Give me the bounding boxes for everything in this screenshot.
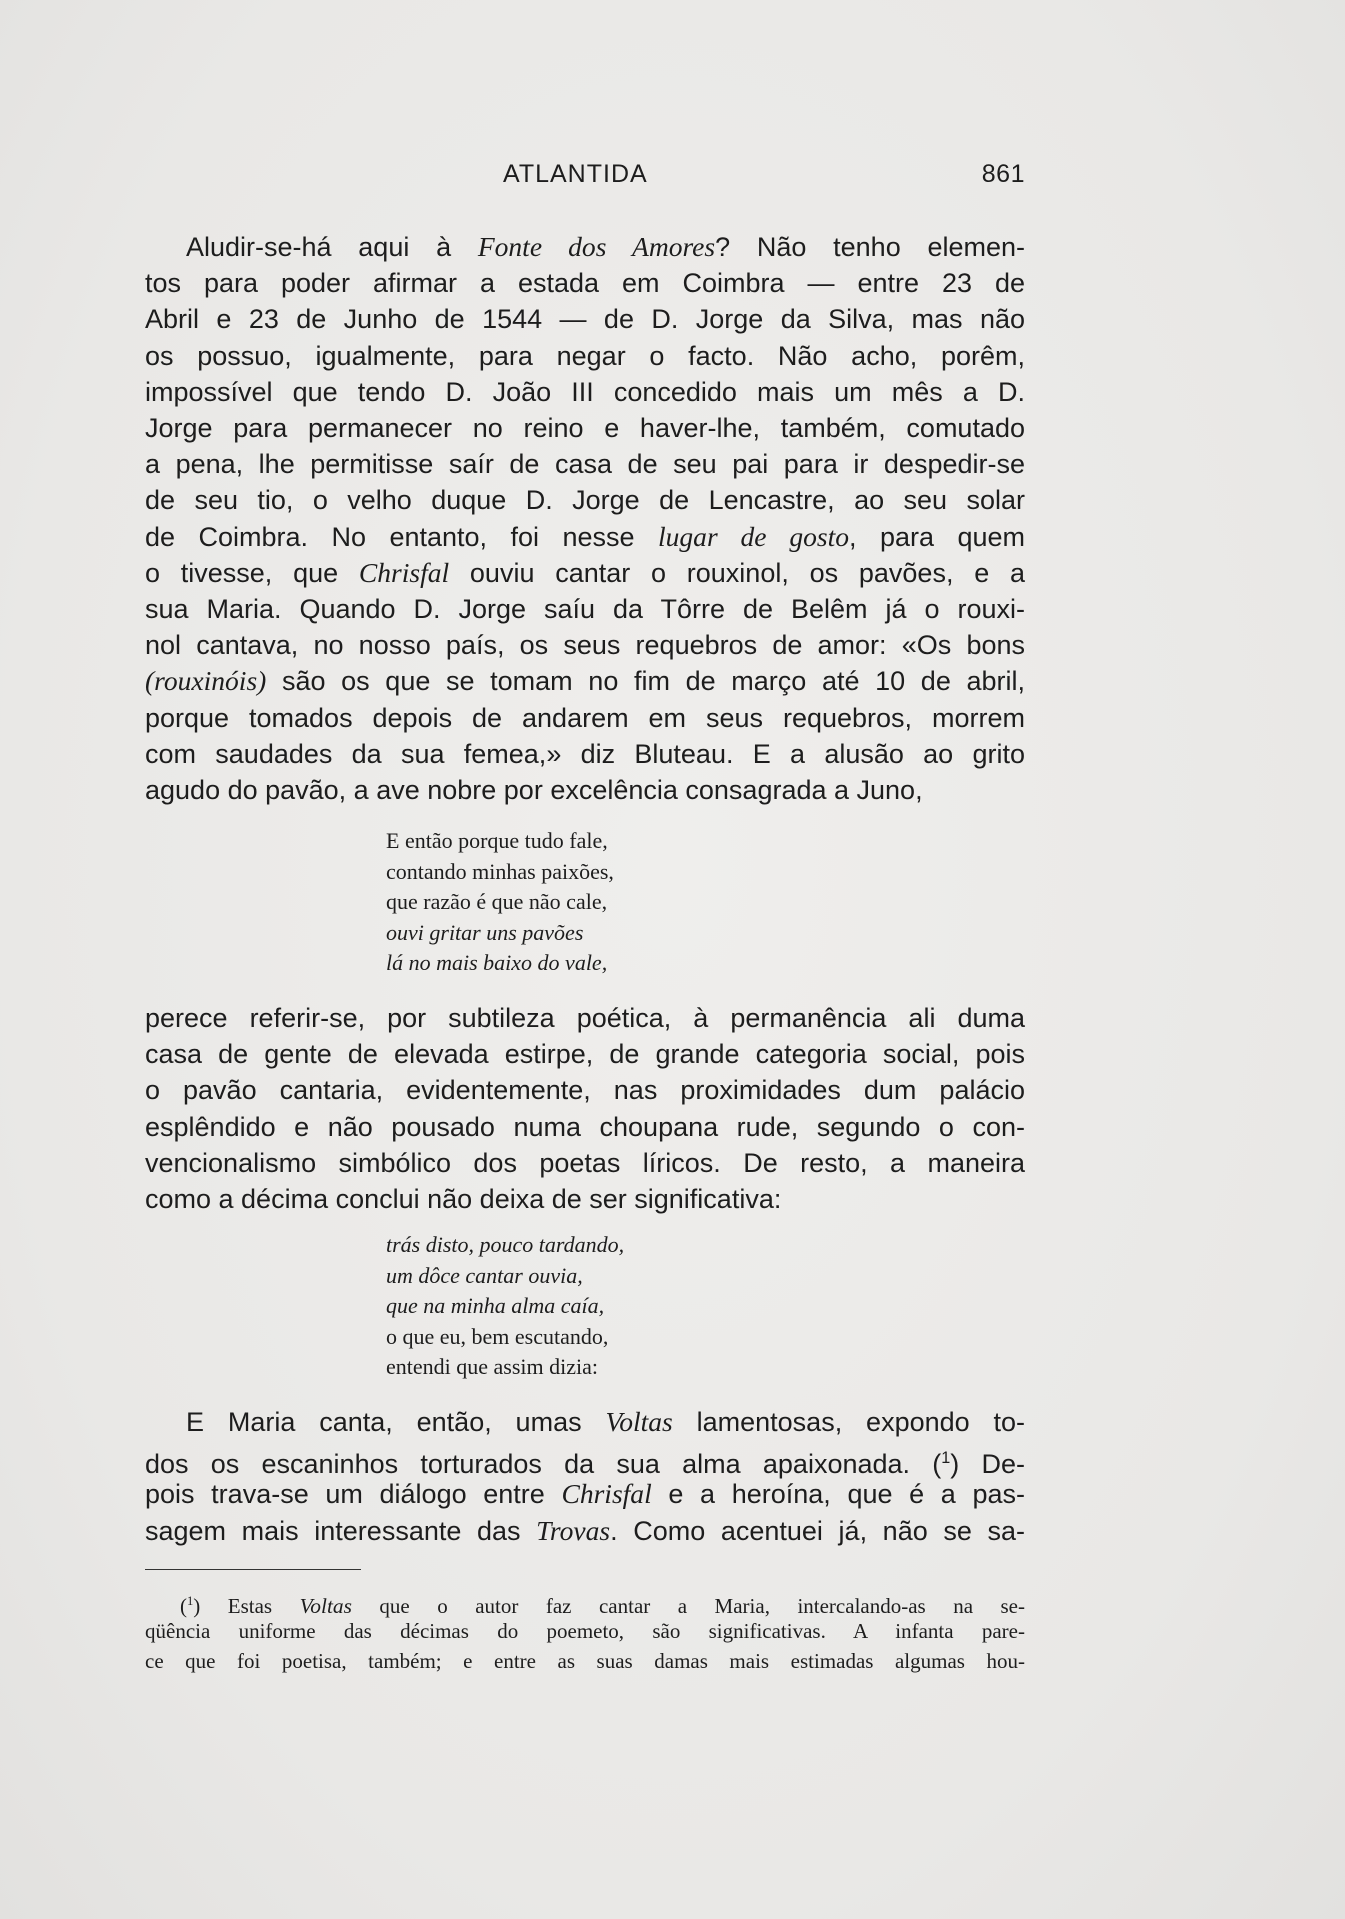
text-line [145,700,1025,736]
text-run: o tivesse, que [145,557,359,588]
text-line [186,1404,1025,1440]
text-line [145,1145,1025,1181]
text-run: vencionalismo simbólico dos poetas líricos. De resto, a maneira [145,1147,1025,1178]
text-run: Abril e 23 de Junho de 1544 — de D. Jorge da Silva, mas não [145,304,1025,335]
text-line [145,338,1025,374]
italic-text: Fonte dos Amores [477,231,716,262]
text-line [145,1476,1025,1512]
text-line [145,446,1025,482]
footnote-line [180,1586,1025,1616]
text-line [145,736,1025,772]
text-run: perece referir-se, por subtileza poética, à permanência ali duma [145,1003,1025,1033]
text-run: de seu tio, o velho duque D. Jorge de Lencastre, ao seu solar [145,485,1025,516]
text-run: ce que foi poetisa, também; e entre as suas damas mais estimadas algumas hou- [145,1649,1025,1673]
text-run: , para quem [849,521,1026,552]
italic-text: Voltas [299,1594,352,1618]
text-line [145,482,1025,518]
text-line [145,772,1025,808]
text-run: impossível que tendo D. João III concedido mais um mês a D. [145,376,1025,407]
text-run: Aludir-se-há aqui à [186,232,478,262]
verse-line: lá no mais baixo do vale, [386,950,608,975]
text-run: com saudades da sua femea,» diz Bluteau. E a alusão ao grito [145,738,1025,769]
italic-text: Voltas [605,1406,673,1437]
verse-line: um dôce cantar ouvia, [386,1262,583,1288]
verse-line: contando minhas paixões, [386,858,614,884]
text-run: e a heroína, que é a pas- [651,1479,1025,1510]
footnote-line [145,1616,1025,1646]
footnote-marker: 1 [941,1449,951,1468]
text-line [145,301,1025,337]
text-run: a pena, lhe permitisse saír de casa de seu pai para ir despedir-se [145,449,1025,480]
text-run: lamentosas, expondo to- [672,1407,1026,1437]
text-run: o pavão cantaria, evidentemente, nas proximidades dum palácio [145,1075,1025,1106]
text-run: sua Maria. Quando D. Jorge saíu da Tôrre de Belêm já o rouxi- [145,594,1025,624]
verse-line: trás disto, pouco tardando, [386,1232,625,1257]
text-line [145,1513,1025,1549]
text-line [145,1109,1025,1145]
text-run: ouviu cantar o rouxinol, os pavões, e a [449,557,1025,588]
text-line [145,663,1025,699]
verse-line: entendi que assim dizia: [386,1354,598,1379]
text-line [145,265,1025,301]
text-run: como a décima conclui não deixa de ser significativa: [145,1184,782,1214]
italic-text: Trovas [536,1514,611,1546]
footnote-separator [145,1569,361,1570]
text-line [186,229,1025,265]
text-run: Jorge para permanecer no reino e haver-lhe, também, comutado [145,413,1025,443]
text-line [145,1181,1025,1217]
text-line [145,627,1025,663]
footnote-marker: 1 [187,1594,194,1608]
text-run: pois trava-se um diálogo entre [145,1479,562,1510]
text-line [145,374,1025,410]
text-run: sagem mais interessante das [145,1515,537,1546]
text-run: que o autor faz cantar a Maria, intercalando-as na se- [351,1594,1025,1618]
text-run: nol cantava, no nosso país, os seus requebros de amor: «Os bons [145,630,1025,661]
text-run: dos os escaninhos torturados da sua alma apaixonada. ( [145,1449,942,1480]
footnote-line [145,1646,1025,1676]
verse-line: ouvi gritar uns pavões [386,919,584,945]
text-run: os possuo, igualmente, para negar o facto. Não acho, porêm, [145,340,1025,371]
text-line [145,1440,1025,1480]
verse-line: o que eu, bem escutando, [386,1323,609,1349]
text-run: tos para poder afirmar a estada em Coimbra — entre 23 de [145,268,1025,299]
text-line [145,519,1025,555]
text-run: E Maria canta, então, umas [186,1407,606,1437]
text-line [145,1036,1025,1072]
page-header [145,160,1025,196]
italic-text: Chrisfal [358,556,450,588]
italic-text: lugar de gosto [658,520,849,552]
page-number: 861 [981,160,1025,188]
text-line [145,1000,1025,1036]
italic-text: Chrisfal [561,1478,652,1510]
verse-line: E então porque tudo fale, [386,828,608,853]
running-title: ATLANTIDA [503,160,648,188]
text-run: ) Estas [193,1594,300,1618]
text-run: ( [180,1594,187,1618]
text-line [145,410,1025,446]
text-run: de Coimbra. No entanto, foi nesse [145,521,658,552]
text-run: ? Não tenho elemen- [715,232,1025,262]
text-run: . Como acentuei já, não se sa- [610,1515,1025,1546]
text-run: esplêndido e não pousado numa choupana rude, segundo o con- [145,1111,1025,1142]
text-line [145,1072,1025,1108]
text-run: casa de gente de elevada estirpe, de grande categoria social, pois [145,1039,1025,1070]
text-line [145,591,1025,627]
text-run: são os que se tomam no fim de março até 10 de abril, [266,666,1025,697]
text-run: qüência uniforme das décimas do poemeto, são significativas. A infanta pare- [145,1619,1025,1643]
verse-line: que na minha alma caía, [386,1293,605,1318]
text-run: ) De- [950,1449,1025,1480]
text-run: porque tomados depois de andarem em seus requebros, morrem [145,702,1025,733]
verse-line: que razão é que não cale, [386,889,608,914]
text-line [145,555,1025,591]
text-run: agudo do pavão, a ave nobre por excelência consagrada a Juno, [145,775,923,805]
italic-text: (rouxinóis) [145,665,267,697]
